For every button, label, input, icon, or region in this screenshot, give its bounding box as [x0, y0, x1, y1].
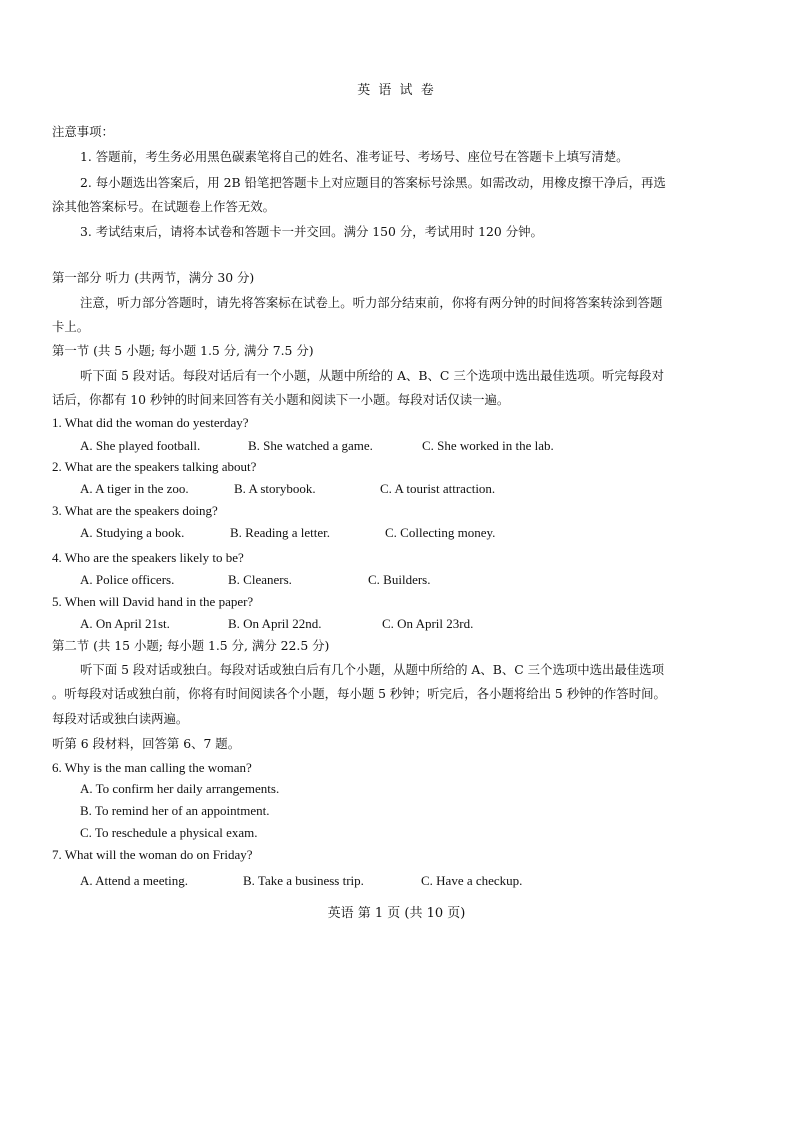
question-4-stem: 4. Who are the speakers likely to be?: [52, 550, 244, 565]
question-7-stem: 7. What will the woman do on Friday?: [52, 847, 253, 862]
question-6-option-b: B. To remind her of an appointment.: [80, 803, 270, 818]
option-b: B. Cleaners.: [228, 572, 292, 587]
question-3-stem: 3. What are the speakers doing?: [52, 503, 218, 518]
option-b: B. She watched a game.: [248, 438, 373, 453]
option-c: C. Have a checkup.: [421, 873, 523, 888]
option-a: A. She played football.: [80, 438, 201, 453]
option-c: C. On April 23rd.: [382, 616, 474, 631]
option-a: A. Studying a book.: [80, 525, 185, 540]
notice-heading: 注意事项：: [52, 124, 114, 139]
option-a: A. Attend a meeting.: [80, 873, 188, 888]
part1-note: 注意，听力部分答题时，请先将答案标在试卷上。听力部分结束前，你将有两分钟的时间将答案转涂到答题: [80, 295, 663, 310]
notice-item-3: 3. 考试结束后，请将本试卷和答题卡一并交回。满分 150 分，考试用时 120 分钟。: [80, 224, 543, 239]
question-1-stem: 1. What did the woman do yesterday?: [52, 415, 249, 430]
section2-instructions-cont: 。听每段对话或独白前，你将有时间阅读各个小题，每小题 5 秒钟；听完后，各小题将给出 5 秒钟的作答时间。: [52, 686, 666, 701]
option-c: C. She worked in the lab.: [422, 438, 554, 453]
section2-instructions-cont2: 每段对话或独白读两遍。: [52, 711, 189, 726]
section1-instructions-cont: 话后，你都有 10 秒钟的时间来回答有关小题和阅读下一小题。每段对话仅读一遍。: [52, 392, 510, 407]
section1-heading: 第一节 (共 5 小题; 每小题 1.5 分, 满分 7.5 分): [52, 343, 314, 358]
question-6-option-a: A. To confirm her daily arrangements.: [80, 781, 280, 796]
option-a: A. A tiger in the zoo.: [80, 481, 189, 496]
page-footer: 英语 第 1 页 (共 10 页): [327, 906, 466, 921]
notice-item-1: 1. 答题前，考生务必用黑色碳素笔将自己的姓名、准考证号、考场号、座位号在答题卡上填写清楚。: [80, 149, 629, 164]
option-b: B. A storybook.: [234, 481, 316, 496]
question-6-stem: 6. Why is the man calling the woman?: [52, 760, 252, 775]
option-b: B. Take a business trip.: [243, 873, 364, 888]
option-b: B. On April 22nd.: [228, 616, 322, 631]
option-c: C. Builders.: [368, 572, 431, 587]
part1-heading: 第一部分 听力 (共两节，满分 30 分): [52, 270, 255, 285]
notice-item-2: 2. 每小题选出答案后，用 2B 铅笔把答题卡上对应题目的答案标号涂黑。如需改动，用橡皮擦干净后，再选: [80, 175, 666, 190]
section1-instructions: 听下面 5 段对话。每段对话后有一个小题，从题中所给的 A、B、C 三个选项中选出最佳选项。听完每段对: [80, 368, 664, 383]
option-a: A. Police officers.: [80, 572, 175, 587]
option-a: A. On April 21st.: [80, 616, 170, 631]
option-c: C. Collecting money.: [385, 525, 496, 540]
part1-note-cont: 卡上。: [52, 319, 90, 334]
question-6-option-c: C. To reschedule a physical exam.: [80, 825, 258, 840]
notice-item-2-cont: 涂其他答案标号。在试题卷上作答无效。: [52, 199, 276, 214]
option-c: C. A tourist attraction.: [380, 481, 496, 496]
material-6-heading: 听第 6 段材料，回答第 6、7 题。: [52, 736, 241, 751]
section2-instructions: 听下面 5 段对话或独白。每段对话或独白后有几个小题，从题中所给的 A、B、C 三个选项中选出最佳选项: [80, 662, 664, 677]
question-5-stem: 5. When will David hand in the paper?: [52, 594, 254, 609]
page-title: 英 语 试 卷: [357, 83, 436, 98]
option-b: B. Reading a letter.: [230, 525, 331, 540]
section2-heading: 第二节 (共 15 小题; 每小题 1.5 分, 满分 22.5 分): [52, 638, 330, 653]
question-2-stem: 2. What are the speakers talking about?: [52, 459, 257, 474]
